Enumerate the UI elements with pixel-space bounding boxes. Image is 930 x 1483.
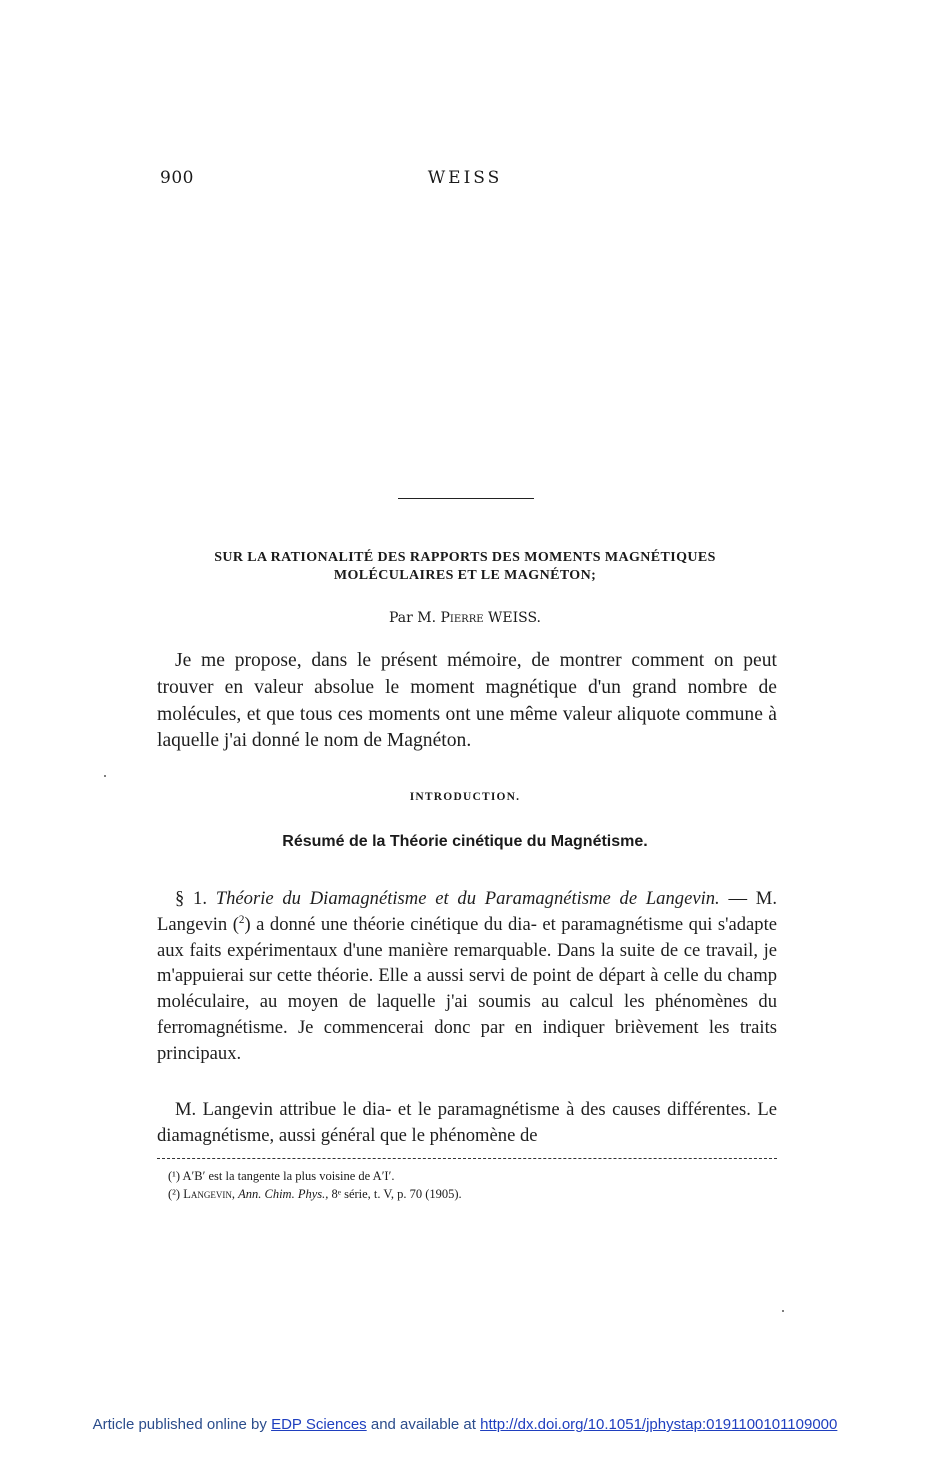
body-paragraph-1 bbox=[157, 886, 777, 1067]
publisher-link[interactable]: EDP Sciences bbox=[271, 1416, 367, 1433]
running-head: WEISS bbox=[427, 168, 503, 188]
author-first-name: Pierre bbox=[440, 610, 484, 626]
intro-paragraph: Je me propose, dans le présent mémoire, de montrer comment on peut trouver en valeur absolue le moment magnétique d'un grand nombre de molécules, et que tous ces moments ont une même valeur aliquote commune à laquelle j'ai donné le nom de Magnéton. bbox=[157, 650, 777, 752]
author-prefix: Par M. bbox=[388, 610, 437, 626]
article-title-line-2: MOLÉCULAIRES ET LE MAGNÉTON; bbox=[333, 568, 597, 583]
footer-prefix: Article published online by bbox=[92, 1416, 267, 1433]
footnote-2-rest: 8ᵉ série, t. V, p. 70 (1905). bbox=[331, 1187, 462, 1201]
title-rule bbox=[398, 498, 534, 499]
section-mark: § 1. bbox=[175, 888, 208, 909]
scan-speck bbox=[104, 775, 106, 777]
footnote-1-mark: (¹) bbox=[168, 1169, 181, 1183]
article-title-line-1: SUR LA RATIONALITÉ DES RAPPORTS DES MOMENTS MAGNÉTIQUES bbox=[214, 550, 716, 565]
article-title bbox=[0, 549, 930, 585]
author-line bbox=[0, 610, 930, 626]
author-last-name: WEISS. bbox=[487, 610, 542, 626]
footnote-rule bbox=[157, 1158, 777, 1159]
publisher-footer bbox=[0, 1416, 930, 1433]
footer-middle: and available at bbox=[370, 1416, 476, 1433]
body-paragraph-2: M. Langevin attribue le dia- et le paramagnétisme à des causes différentes. Le diamagnétisme, aussi général que le phénomène de bbox=[157, 1099, 777, 1146]
section-label: INTRODUCTION. bbox=[409, 791, 521, 803]
paragraph-italic-title: Théorie du Diamagnétisme et du Paramagnétisme de Langevin. bbox=[215, 888, 720, 909]
paragraph-rest: ) a donné une théorie cinétique du dia- et paramagnétisme qui s'adapte aux faits expérimentaux d'une manière remarquable. Dans la suite de ce travail, je m'appuierai sur cette théorie. Elle a aussi servi de point de départ à celle du champ moléculaire, au moyen de laquelle j'ai soumis au calcul les phénomènes du ferromagnétisme. Je commencerai donc par en indiquer brièvement les traits principaux. bbox=[157, 913, 777, 1064]
footnote-1 bbox=[168, 1168, 778, 1184]
section-heading: Résumé de la Théorie cinétique du Magnétisme. bbox=[282, 833, 648, 850]
footnote-ref: 2 bbox=[238, 913, 245, 926]
footnote-2-author: Langevin, bbox=[183, 1187, 235, 1201]
doi-link[interactable]: http://dx.doi.org/10.1051/jphystap:0191100101109000 bbox=[480, 1416, 838, 1433]
footnote-2-journal: Ann. Chim. Phys., bbox=[238, 1187, 329, 1201]
footnote-1-text: A′B′ est la tangente la plus voisine de A′I′. bbox=[182, 1169, 395, 1183]
paragraph-lead: — M. Langevin ( bbox=[157, 888, 777, 935]
footnote-2 bbox=[168, 1186, 778, 1202]
footnote-2-mark: (²) bbox=[168, 1187, 181, 1201]
scan-speck bbox=[782, 1310, 784, 1312]
page-number: 900 bbox=[160, 168, 194, 188]
